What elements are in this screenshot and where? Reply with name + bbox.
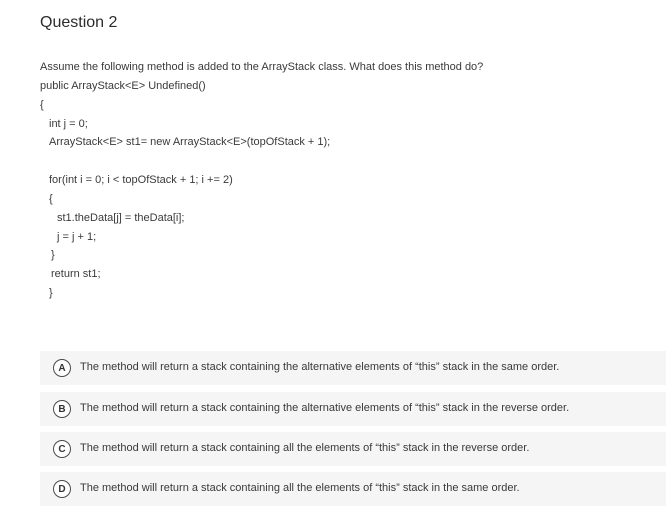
option-letter-badge: B (53, 400, 71, 418)
code-line: int j = 0; (49, 118, 88, 130)
option-b[interactable] (40, 392, 666, 426)
code-line: public ArrayStack<E> Undefined() (40, 80, 206, 92)
option-a[interactable] (40, 351, 666, 385)
option-text: The method will return a stack containing the alternative elements of “this” stack in the reverse order. (80, 402, 570, 414)
option-letter-badge: A (53, 359, 71, 377)
option-letter-badge: C (53, 440, 71, 458)
option-text: The method will return a stack containing the alternative elements of “this” stack in the same order. (80, 361, 560, 373)
question-title: Question 2 (40, 14, 118, 31)
code-line: { (40, 99, 44, 111)
option-text: The method will return a stack containing all the elements of “this” stack in the same order. (80, 482, 520, 494)
code-line: } (51, 249, 55, 261)
code-line: return st1; (51, 268, 101, 280)
question-prompt: Assume the following method is added to the ArrayStack class. What does this method do? (40, 61, 484, 73)
code-line: j = j + 1; (57, 231, 97, 243)
code-line: for(int i = 0; i < topOfStack + 1; i += 2) (49, 174, 233, 186)
code-line: { (49, 193, 53, 205)
code-line: } (49, 287, 53, 299)
option-letter-badge: D (53, 480, 71, 498)
code-line: st1.theData[j] = theData[i]; (57, 212, 185, 224)
code-line: ArrayStack<E> st1= new ArrayStack<E>(topOfStack + 1); (49, 136, 331, 148)
option-text: The method will return a stack containing all the elements of “this” stack in the reverse order. (80, 442, 530, 454)
option-d[interactable] (40, 472, 666, 506)
option-c[interactable] (40, 432, 666, 466)
